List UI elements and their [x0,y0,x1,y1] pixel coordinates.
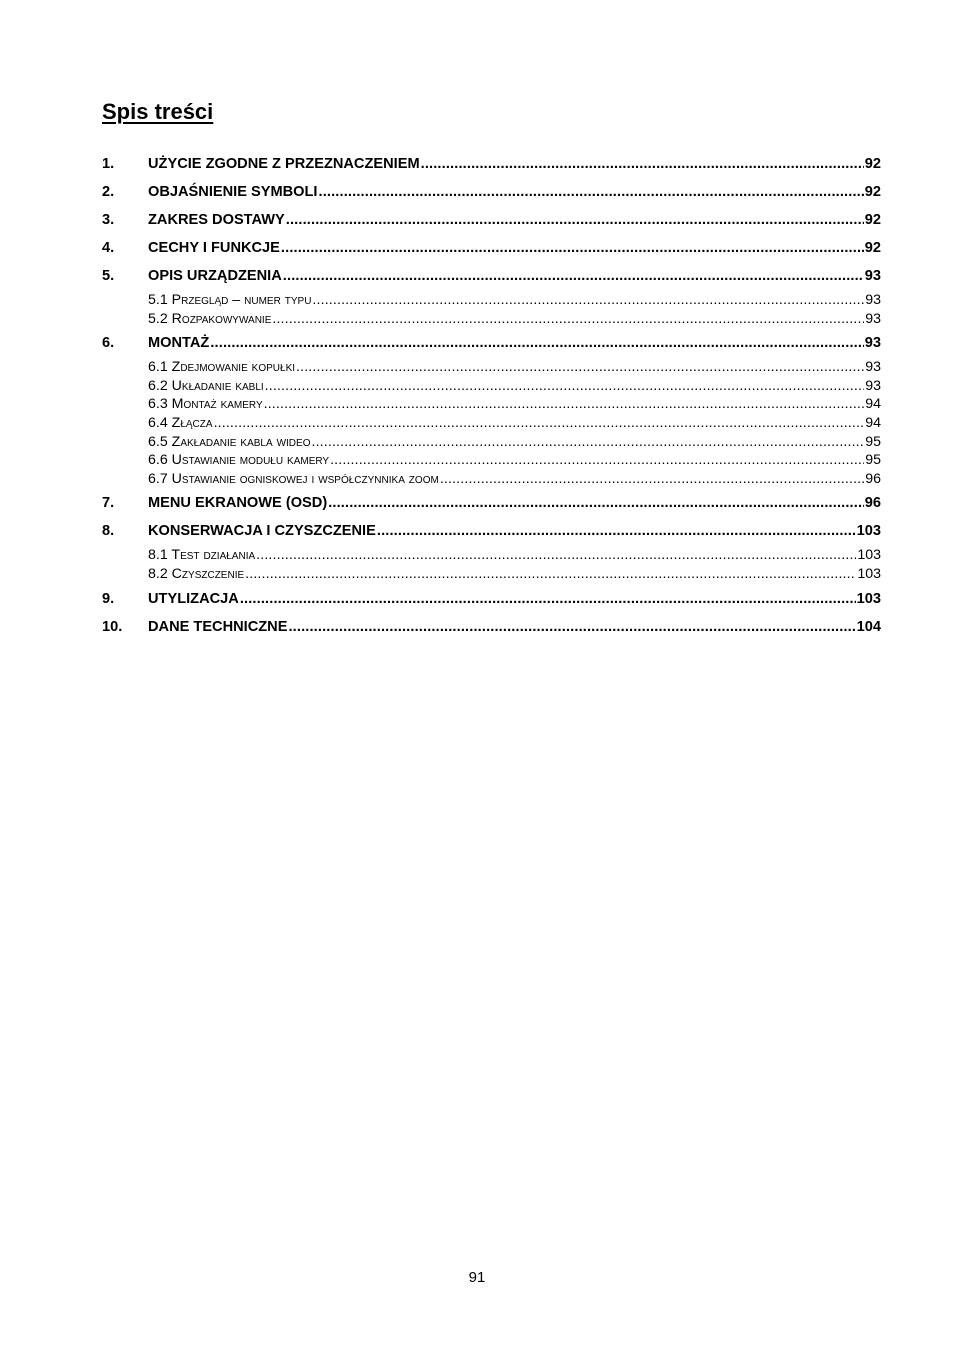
toc-subentry-6-2[interactable] [102,377,881,396]
toc-subentry-page: 94 [865,396,881,413]
toc-entry-title: OBJAŚNIENIE SYMBOLI [148,184,318,200]
toc-subentries-6 [102,357,881,489]
dot-leader [286,206,864,234]
toc-subentry-6-6[interactable] [102,451,881,470]
toc-entry-page: 103 [856,523,881,540]
toc-entry-8[interactable] [102,517,881,545]
toc-entry-number: 2. [102,184,115,200]
toc-subentry-8-2[interactable] [102,565,881,584]
toc-entry-number: 5. [102,268,115,284]
page-number: 91 [468,1269,486,1286]
toc-entry-page: 103 [856,590,881,607]
toc-entry-title: MONTAŻ [148,335,210,352]
toc-entry-title: ZAKRES DOSTAWY [148,212,285,228]
toc-entry-5[interactable] [102,262,881,290]
toc-entry-number: 1. [102,156,115,172]
dot-leader [318,178,863,206]
toc-entry-7[interactable] [102,489,881,517]
toc-entry-title: CECHY I FUNKCJE [148,240,280,256]
toc-subentry-page: 94 [865,414,881,431]
toc-subentry-title: 8.2 Czyszczenie [148,565,245,582]
toc-subentries-8 [102,545,881,584]
toc-subentry-title: 6.7 Ustawianie ogniskowej i współczynnika zoom [148,470,439,487]
toc-entry-number: 7. [102,495,115,512]
toc-entry-number: 6. [102,335,115,352]
dot-leader [240,585,856,613]
toc-entry-page: 93 [864,335,881,352]
toc-subentry-title: 6.2 Układanie kabli [148,377,264,394]
toc-subentry-page: 93 [865,310,881,327]
dot-leader [312,291,864,310]
toc-entry-title: KONSERWACJA I CZYSZCZENIE [148,523,376,540]
toc-subentry-6-7[interactable] [102,470,881,489]
toc-entry-9[interactable] [102,585,881,613]
dot-leader [256,546,856,565]
toc-entry-page: 92 [864,184,881,200]
toc-entry-4[interactable] [102,234,881,262]
toc-subentries-5 [102,290,881,329]
toc-subentry-title: 6.5 Zakładanie kabla wideo [148,433,311,450]
toc-subentry-title: 5.1 Przegląd – numer typu [148,292,312,308]
dot-leader [328,489,864,517]
toc-entry-title: DANE TECHNICZNE [148,618,288,635]
toc-subentry-title: 6.6 Ustawianie modułu kamery [148,452,330,469]
toc-subentry-6-5[interactable] [102,433,881,452]
table-of-contents [102,150,881,641]
dot-leader [440,470,864,489]
toc-subentry-title: 5.2 Rozpakowywanie [148,310,272,327]
toc-entry-10[interactable] [102,613,881,641]
toc-subentry-title: 6.3 Montaż kamery [148,396,263,413]
toc-subentry-title: 8.1 Test działania [148,547,256,564]
dot-leader [245,565,856,584]
dot-leader [214,414,865,433]
toc-subentry-page: 93 [865,359,881,376]
toc-entry-number: 10. [102,618,123,635]
toc-entry-1[interactable] [102,150,881,178]
toc-entry-page: 92 [864,240,881,256]
toc-subentry-page: 95 [865,452,881,469]
dot-leader [330,451,864,470]
dot-leader [311,433,864,452]
dot-leader [264,395,865,414]
toc-subentry-6-4[interactable] [102,414,881,433]
toc-subentry-5-2[interactable] [102,310,881,329]
toc-entry-title: OPIS URZĄDZENIA [148,268,282,284]
dot-leader [283,262,864,290]
toc-entry-page: 104 [856,618,881,635]
dot-leader [272,310,864,329]
toc-entry-page: 96 [864,495,881,512]
dot-leader [421,150,864,178]
toc-subentry-page: 93 [865,292,881,308]
toc-entry-number: 8. [102,523,115,540]
toc-title: Spis treści [102,99,214,124]
toc-entry-page: 93 [864,268,881,284]
toc-subentry-5-1[interactable] [102,291,881,310]
toc-entry-number: 4. [102,240,115,256]
toc-subentry-page: 103 [857,547,881,564]
toc-entry-title: UTYLIZACJA [148,590,239,607]
toc-subentry-title: 6.4 Złącza [148,414,213,431]
toc-subentry-6-1[interactable] [102,358,881,377]
toc-entry-title: MENU EKRANOWE (OSD) [148,495,328,512]
dot-leader [210,329,863,357]
dot-leader [265,377,865,396]
toc-entry-page: 92 [864,212,881,228]
toc-entry-title: UŻYCIE ZGODNE Z PRZEZNACZENIEM [148,156,420,172]
toc-entry-page: 92 [864,156,881,172]
toc-entry-number: 3. [102,212,115,228]
dot-leader [377,517,856,545]
toc-subentry-page: 96 [865,470,881,487]
toc-subentry-6-3[interactable] [102,395,881,414]
toc-subentry-title: 6.1 Zdejmowanie kopułki [148,359,296,376]
dot-leader [281,234,864,262]
toc-entry-3[interactable] [102,206,881,234]
dot-leader [288,613,855,641]
toc-entry-2[interactable] [102,178,881,206]
dot-leader [296,358,864,377]
toc-subentry-8-1[interactable] [102,546,881,565]
toc-entry-6[interactable] [102,329,881,357]
toc-subentry-page: 95 [865,433,881,450]
toc-subentry-page: 93 [865,377,881,394]
toc-subentry-page: 103 [857,565,881,582]
toc-entry-number: 9. [102,590,115,607]
